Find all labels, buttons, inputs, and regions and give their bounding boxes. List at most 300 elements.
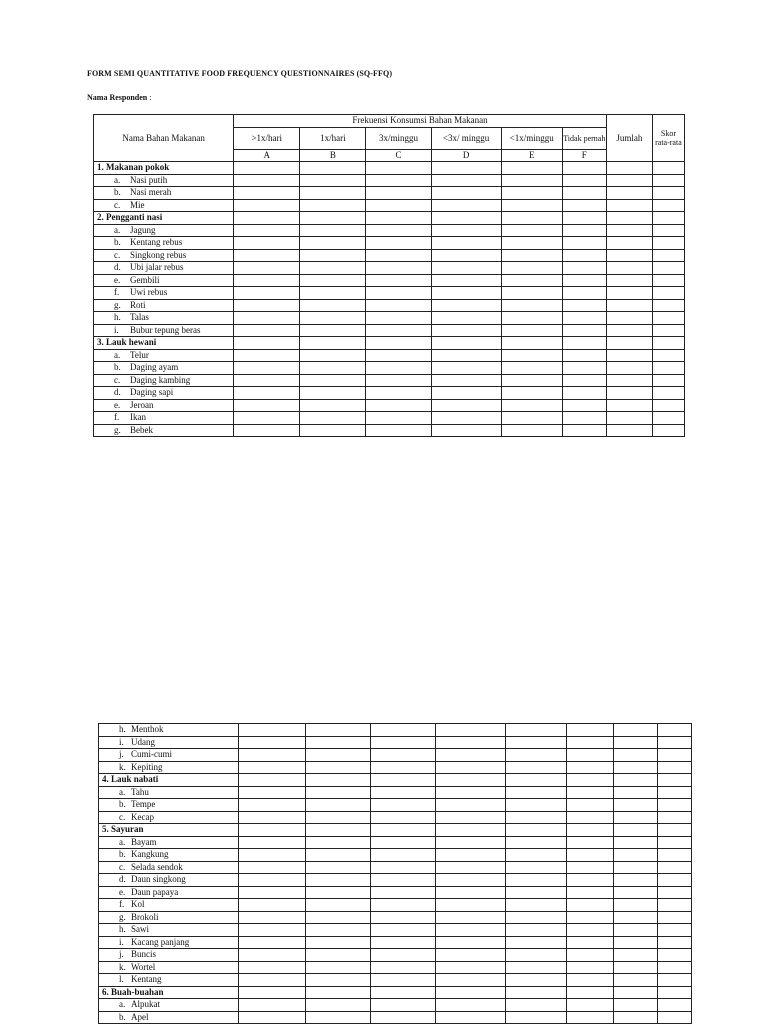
- entry-cell[interactable]: [658, 936, 692, 949]
- entry-cell[interactable]: [371, 849, 436, 862]
- entry-cell[interactable]: [501, 349, 562, 362]
- entry-cell[interactable]: [366, 387, 431, 400]
- entry-cell[interactable]: [234, 199, 300, 212]
- entry-cell[interactable]: [652, 249, 684, 262]
- entry-cell[interactable]: [652, 349, 684, 362]
- entry-cell[interactable]: [431, 424, 501, 437]
- entry-cell[interactable]: [300, 324, 366, 337]
- entry-cell[interactable]: [501, 299, 562, 312]
- entry-cell[interactable]: [501, 424, 562, 437]
- entry-cell[interactable]: [431, 349, 501, 362]
- entry-cell[interactable]: [300, 174, 366, 187]
- entry-cell[interactable]: [306, 899, 371, 912]
- entry-cell[interactable]: [366, 312, 431, 325]
- entry-cell[interactable]: [567, 861, 614, 874]
- entry-cell[interactable]: [658, 899, 692, 912]
- entry-cell[interactable]: [366, 374, 431, 387]
- entry-cell[interactable]: [506, 911, 567, 924]
- entry-cell[interactable]: [606, 262, 652, 275]
- entry-cell[interactable]: [606, 199, 652, 212]
- entry-cell[interactable]: [567, 911, 614, 924]
- entry-cell[interactable]: [431, 187, 501, 200]
- entry-cell[interactable]: [614, 936, 658, 949]
- entry-cell[interactable]: [658, 736, 692, 749]
- entry-cell[interactable]: [300, 349, 366, 362]
- entry-cell[interactable]: [371, 924, 436, 937]
- entry-cell[interactable]: [506, 874, 567, 887]
- entry-cell[interactable]: [306, 836, 371, 849]
- entry-cell[interactable]: [658, 861, 692, 874]
- entry-cell[interactable]: [562, 174, 606, 187]
- entry-cell[interactable]: [239, 949, 306, 962]
- entry-cell[interactable]: [239, 849, 306, 862]
- entry-cell[interactable]: [606, 324, 652, 337]
- entry-cell[interactable]: [300, 187, 366, 200]
- entry-cell[interactable]: [300, 424, 366, 437]
- entry-cell[interactable]: [371, 974, 436, 987]
- entry-cell[interactable]: [614, 786, 658, 799]
- entry-cell[interactable]: [371, 886, 436, 899]
- entry-cell[interactable]: [562, 237, 606, 250]
- entry-cell[interactable]: [506, 999, 567, 1012]
- entry-cell[interactable]: [371, 749, 436, 762]
- entry-cell[interactable]: [614, 811, 658, 824]
- entry-cell[interactable]: [614, 1011, 658, 1024]
- entry-cell[interactable]: [606, 374, 652, 387]
- entry-cell[interactable]: [567, 811, 614, 824]
- entry-cell[interactable]: [567, 749, 614, 762]
- entry-cell[interactable]: [234, 249, 300, 262]
- entry-cell[interactable]: [371, 874, 436, 887]
- entry-cell[interactable]: [652, 274, 684, 287]
- entry-cell[interactable]: [606, 249, 652, 262]
- entry-cell[interactable]: [306, 911, 371, 924]
- entry-cell[interactable]: [300, 249, 366, 262]
- entry-cell[interactable]: [306, 924, 371, 937]
- entry-cell[interactable]: [306, 936, 371, 949]
- entry-cell[interactable]: [658, 999, 692, 1012]
- entry-cell[interactable]: [234, 274, 300, 287]
- entry-cell[interactable]: [501, 387, 562, 400]
- entry-cell[interactable]: [234, 412, 300, 425]
- entry-cell[interactable]: [567, 899, 614, 912]
- entry-cell[interactable]: [239, 786, 306, 799]
- entry-cell[interactable]: [567, 999, 614, 1012]
- entry-cell[interactable]: [239, 886, 306, 899]
- entry-cell[interactable]: [239, 999, 306, 1012]
- entry-cell[interactable]: [614, 799, 658, 812]
- entry-cell[interactable]: [658, 724, 692, 737]
- entry-cell[interactable]: [562, 249, 606, 262]
- entry-cell[interactable]: [562, 399, 606, 412]
- entry-cell[interactable]: [239, 911, 306, 924]
- entry-cell[interactable]: [501, 262, 562, 275]
- entry-cell[interactable]: [234, 424, 300, 437]
- entry-cell[interactable]: [501, 399, 562, 412]
- entry-cell[interactable]: [652, 412, 684, 425]
- entry-cell[interactable]: [562, 199, 606, 212]
- entry-cell[interactable]: [562, 187, 606, 200]
- entry-cell[interactable]: [658, 849, 692, 862]
- entry-cell[interactable]: [366, 274, 431, 287]
- entry-cell[interactable]: [658, 811, 692, 824]
- entry-cell[interactable]: [431, 262, 501, 275]
- entry-cell[interactable]: [506, 861, 567, 874]
- entry-cell[interactable]: [501, 224, 562, 237]
- entry-cell[interactable]: [562, 312, 606, 325]
- entry-cell[interactable]: [300, 374, 366, 387]
- entry-cell[interactable]: [658, 836, 692, 849]
- entry-cell[interactable]: [306, 749, 371, 762]
- entry-cell[interactable]: [606, 299, 652, 312]
- entry-cell[interactable]: [239, 924, 306, 937]
- entry-cell[interactable]: [652, 224, 684, 237]
- entry-cell[interactable]: [501, 199, 562, 212]
- entry-cell[interactable]: [239, 899, 306, 912]
- entry-cell[interactable]: [506, 811, 567, 824]
- entry-cell[interactable]: [366, 224, 431, 237]
- entry-cell[interactable]: [506, 899, 567, 912]
- entry-cell[interactable]: [239, 961, 306, 974]
- entry-cell[interactable]: [606, 387, 652, 400]
- entry-cell[interactable]: [366, 199, 431, 212]
- entry-cell[interactable]: [506, 724, 567, 737]
- entry-cell[interactable]: [562, 387, 606, 400]
- entry-cell[interactable]: [506, 786, 567, 799]
- entry-cell[interactable]: [234, 224, 300, 237]
- entry-cell[interactable]: [300, 412, 366, 425]
- entry-cell[interactable]: [652, 287, 684, 300]
- entry-cell[interactable]: [366, 299, 431, 312]
- entry-cell[interactable]: [506, 761, 567, 774]
- entry-cell[interactable]: [366, 349, 431, 362]
- entry-cell[interactable]: [300, 224, 366, 237]
- entry-cell[interactable]: [306, 886, 371, 899]
- entry-cell[interactable]: [606, 312, 652, 325]
- entry-cell[interactable]: [506, 936, 567, 949]
- entry-cell[interactable]: [614, 861, 658, 874]
- entry-cell[interactable]: [562, 412, 606, 425]
- entry-cell[interactable]: [567, 836, 614, 849]
- entry-cell[interactable]: [371, 949, 436, 962]
- entry-cell[interactable]: [371, 999, 436, 1012]
- entry-cell[interactable]: [436, 961, 506, 974]
- entry-cell[interactable]: [614, 836, 658, 849]
- entry-cell[interactable]: [567, 786, 614, 799]
- entry-cell[interactable]: [652, 237, 684, 250]
- entry-cell[interactable]: [567, 886, 614, 899]
- entry-cell[interactable]: [431, 362, 501, 375]
- entry-cell[interactable]: [567, 799, 614, 812]
- entry-cell[interactable]: [306, 786, 371, 799]
- entry-cell[interactable]: [436, 749, 506, 762]
- entry-cell[interactable]: [614, 749, 658, 762]
- entry-cell[interactable]: [300, 262, 366, 275]
- entry-cell[interactable]: [501, 412, 562, 425]
- entry-cell[interactable]: [658, 949, 692, 962]
- entry-cell[interactable]: [371, 911, 436, 924]
- entry-cell[interactable]: [501, 249, 562, 262]
- entry-cell[interactable]: [371, 899, 436, 912]
- entry-cell[interactable]: [652, 324, 684, 337]
- entry-cell[interactable]: [562, 299, 606, 312]
- entry-cell[interactable]: [436, 974, 506, 987]
- entry-cell[interactable]: [506, 961, 567, 974]
- entry-cell[interactable]: [562, 424, 606, 437]
- entry-cell[interactable]: [371, 961, 436, 974]
- entry-cell[interactable]: [306, 961, 371, 974]
- entry-cell[interactable]: [562, 362, 606, 375]
- entry-cell[interactable]: [234, 237, 300, 250]
- entry-cell[interactable]: [652, 174, 684, 187]
- entry-cell[interactable]: [614, 849, 658, 862]
- entry-cell[interactable]: [606, 362, 652, 375]
- entry-cell[interactable]: [371, 761, 436, 774]
- entry-cell[interactable]: [234, 349, 300, 362]
- entry-cell[interactable]: [658, 1011, 692, 1024]
- entry-cell[interactable]: [371, 811, 436, 824]
- entry-cell[interactable]: [300, 237, 366, 250]
- entry-cell[interactable]: [300, 312, 366, 325]
- entry-cell[interactable]: [239, 874, 306, 887]
- entry-cell[interactable]: [606, 412, 652, 425]
- entry-cell[interactable]: [306, 811, 371, 824]
- entry-cell[interactable]: [306, 849, 371, 862]
- entry-cell[interactable]: [614, 949, 658, 962]
- entry-cell[interactable]: [614, 961, 658, 974]
- entry-cell[interactable]: [614, 736, 658, 749]
- entry-cell[interactable]: [239, 936, 306, 949]
- entry-cell[interactable]: [239, 811, 306, 824]
- entry-cell[interactable]: [239, 749, 306, 762]
- entry-cell[interactable]: [306, 761, 371, 774]
- entry-cell[interactable]: [567, 974, 614, 987]
- entry-cell[interactable]: [567, 936, 614, 949]
- entry-cell[interactable]: [562, 224, 606, 237]
- entry-cell[interactable]: [652, 199, 684, 212]
- entry-cell[interactable]: [234, 324, 300, 337]
- entry-cell[interactable]: [652, 424, 684, 437]
- entry-cell[interactable]: [431, 174, 501, 187]
- entry-cell[interactable]: [306, 974, 371, 987]
- entry-cell[interactable]: [614, 724, 658, 737]
- entry-cell[interactable]: [614, 899, 658, 912]
- entry-cell[interactable]: [234, 262, 300, 275]
- entry-cell[interactable]: [652, 362, 684, 375]
- entry-cell[interactable]: [371, 724, 436, 737]
- entry-cell[interactable]: [658, 786, 692, 799]
- entry-cell[interactable]: [436, 886, 506, 899]
- entry-cell[interactable]: [567, 874, 614, 887]
- entry-cell[interactable]: [431, 374, 501, 387]
- entry-cell[interactable]: [562, 374, 606, 387]
- entry-cell[interactable]: [234, 387, 300, 400]
- entry-cell[interactable]: [366, 399, 431, 412]
- entry-cell[interactable]: [239, 974, 306, 987]
- entry-cell[interactable]: [371, 936, 436, 949]
- entry-cell[interactable]: [614, 761, 658, 774]
- entry-cell[interactable]: [300, 199, 366, 212]
- entry-cell[interactable]: [501, 274, 562, 287]
- entry-cell[interactable]: [658, 799, 692, 812]
- entry-cell[interactable]: [371, 861, 436, 874]
- entry-cell[interactable]: [501, 374, 562, 387]
- entry-cell[interactable]: [234, 374, 300, 387]
- entry-cell[interactable]: [431, 299, 501, 312]
- entry-cell[interactable]: [239, 736, 306, 749]
- entry-cell[interactable]: [562, 287, 606, 300]
- entry-cell[interactable]: [614, 924, 658, 937]
- entry-cell[interactable]: [606, 349, 652, 362]
- entry-cell[interactable]: [506, 836, 567, 849]
- entry-cell[interactable]: [652, 374, 684, 387]
- entry-cell[interactable]: [506, 799, 567, 812]
- entry-cell[interactable]: [366, 262, 431, 275]
- entry-cell[interactable]: [606, 187, 652, 200]
- entry-cell[interactable]: [431, 237, 501, 250]
- entry-cell[interactable]: [436, 736, 506, 749]
- entry-cell[interactable]: [562, 349, 606, 362]
- entry-cell[interactable]: [306, 999, 371, 1012]
- entry-cell[interactable]: [567, 924, 614, 937]
- entry-cell[interactable]: [652, 299, 684, 312]
- entry-cell[interactable]: [366, 237, 431, 250]
- entry-cell[interactable]: [239, 1011, 306, 1024]
- entry-cell[interactable]: [306, 799, 371, 812]
- entry-cell[interactable]: [436, 949, 506, 962]
- entry-cell[interactable]: [239, 761, 306, 774]
- entry-cell[interactable]: [652, 312, 684, 325]
- entry-cell[interactable]: [436, 786, 506, 799]
- entry-cell[interactable]: [501, 237, 562, 250]
- entry-cell[interactable]: [658, 874, 692, 887]
- entry-cell[interactable]: [431, 199, 501, 212]
- entry-cell[interactable]: [431, 399, 501, 412]
- entry-cell[interactable]: [501, 362, 562, 375]
- entry-cell[interactable]: [652, 387, 684, 400]
- entry-cell[interactable]: [506, 849, 567, 862]
- entry-cell[interactable]: [431, 287, 501, 300]
- entry-cell[interactable]: [501, 287, 562, 300]
- entry-cell[interactable]: [436, 761, 506, 774]
- entry-cell[interactable]: [436, 799, 506, 812]
- entry-cell[interactable]: [366, 362, 431, 375]
- entry-cell[interactable]: [431, 312, 501, 325]
- entry-cell[interactable]: [366, 412, 431, 425]
- entry-cell[interactable]: [606, 424, 652, 437]
- entry-cell[interactable]: [306, 1011, 371, 1024]
- entry-cell[interactable]: [606, 399, 652, 412]
- entry-cell[interactable]: [371, 836, 436, 849]
- entry-cell[interactable]: [501, 312, 562, 325]
- entry-cell[interactable]: [606, 174, 652, 187]
- entry-cell[interactable]: [371, 786, 436, 799]
- entry-cell[interactable]: [234, 287, 300, 300]
- entry-cell[interactable]: [300, 287, 366, 300]
- entry-cell[interactable]: [306, 949, 371, 962]
- entry-cell[interactable]: [431, 324, 501, 337]
- entry-cell[interactable]: [436, 849, 506, 862]
- entry-cell[interactable]: [606, 274, 652, 287]
- entry-cell[interactable]: [366, 287, 431, 300]
- entry-cell[interactable]: [506, 1011, 567, 1024]
- entry-cell[interactable]: [436, 924, 506, 937]
- entry-cell[interactable]: [506, 749, 567, 762]
- entry-cell[interactable]: [436, 811, 506, 824]
- entry-cell[interactable]: [431, 249, 501, 262]
- entry-cell[interactable]: [606, 237, 652, 250]
- entry-cell[interactable]: [366, 424, 431, 437]
- entry-cell[interactable]: [306, 861, 371, 874]
- entry-cell[interactable]: [506, 886, 567, 899]
- entry-cell[interactable]: [658, 749, 692, 762]
- entry-cell[interactable]: [234, 362, 300, 375]
- entry-cell[interactable]: [652, 262, 684, 275]
- entry-cell[interactable]: [239, 724, 306, 737]
- entry-cell[interactable]: [371, 799, 436, 812]
- entry-cell[interactable]: [567, 1011, 614, 1024]
- entry-cell[interactable]: [234, 312, 300, 325]
- entry-cell[interactable]: [506, 736, 567, 749]
- entry-cell[interactable]: [562, 262, 606, 275]
- entry-cell[interactable]: [658, 974, 692, 987]
- entry-cell[interactable]: [300, 387, 366, 400]
- entry-cell[interactable]: [614, 874, 658, 887]
- entry-cell[interactable]: [614, 974, 658, 987]
- entry-cell[interactable]: [366, 249, 431, 262]
- entry-cell[interactable]: [300, 399, 366, 412]
- entry-cell[interactable]: [614, 886, 658, 899]
- entry-cell[interactable]: [567, 949, 614, 962]
- entry-cell[interactable]: [371, 736, 436, 749]
- entry-cell[interactable]: [567, 724, 614, 737]
- entry-cell[interactable]: [366, 187, 431, 200]
- entry-cell[interactable]: [436, 874, 506, 887]
- entry-cell[interactable]: [431, 387, 501, 400]
- entry-cell[interactable]: [436, 1011, 506, 1024]
- entry-cell[interactable]: [658, 761, 692, 774]
- entry-cell[interactable]: [436, 911, 506, 924]
- entry-cell[interactable]: [431, 412, 501, 425]
- entry-cell[interactable]: [306, 724, 371, 737]
- entry-cell[interactable]: [658, 961, 692, 974]
- entry-cell[interactable]: [234, 399, 300, 412]
- entry-cell[interactable]: [366, 324, 431, 337]
- entry-cell[interactable]: [567, 849, 614, 862]
- entry-cell[interactable]: [567, 761, 614, 774]
- entry-cell[interactable]: [239, 861, 306, 874]
- entry-cell[interactable]: [239, 836, 306, 849]
- entry-cell[interactable]: [300, 299, 366, 312]
- entry-cell[interactable]: [300, 362, 366, 375]
- entry-cell[interactable]: [436, 836, 506, 849]
- entry-cell[interactable]: [234, 174, 300, 187]
- entry-cell[interactable]: [436, 724, 506, 737]
- entry-cell[interactable]: [606, 224, 652, 237]
- entry-cell[interactable]: [436, 999, 506, 1012]
- entry-cell[interactable]: [652, 399, 684, 412]
- entry-cell[interactable]: [234, 299, 300, 312]
- entry-cell[interactable]: [658, 886, 692, 899]
- entry-cell[interactable]: [562, 274, 606, 287]
- entry-cell[interactable]: [371, 1011, 436, 1024]
- entry-cell[interactable]: [501, 187, 562, 200]
- entry-cell[interactable]: [306, 874, 371, 887]
- entry-cell[interactable]: [614, 911, 658, 924]
- entry-cell[interactable]: [436, 899, 506, 912]
- entry-cell[interactable]: [652, 187, 684, 200]
- entry-cell[interactable]: [658, 924, 692, 937]
